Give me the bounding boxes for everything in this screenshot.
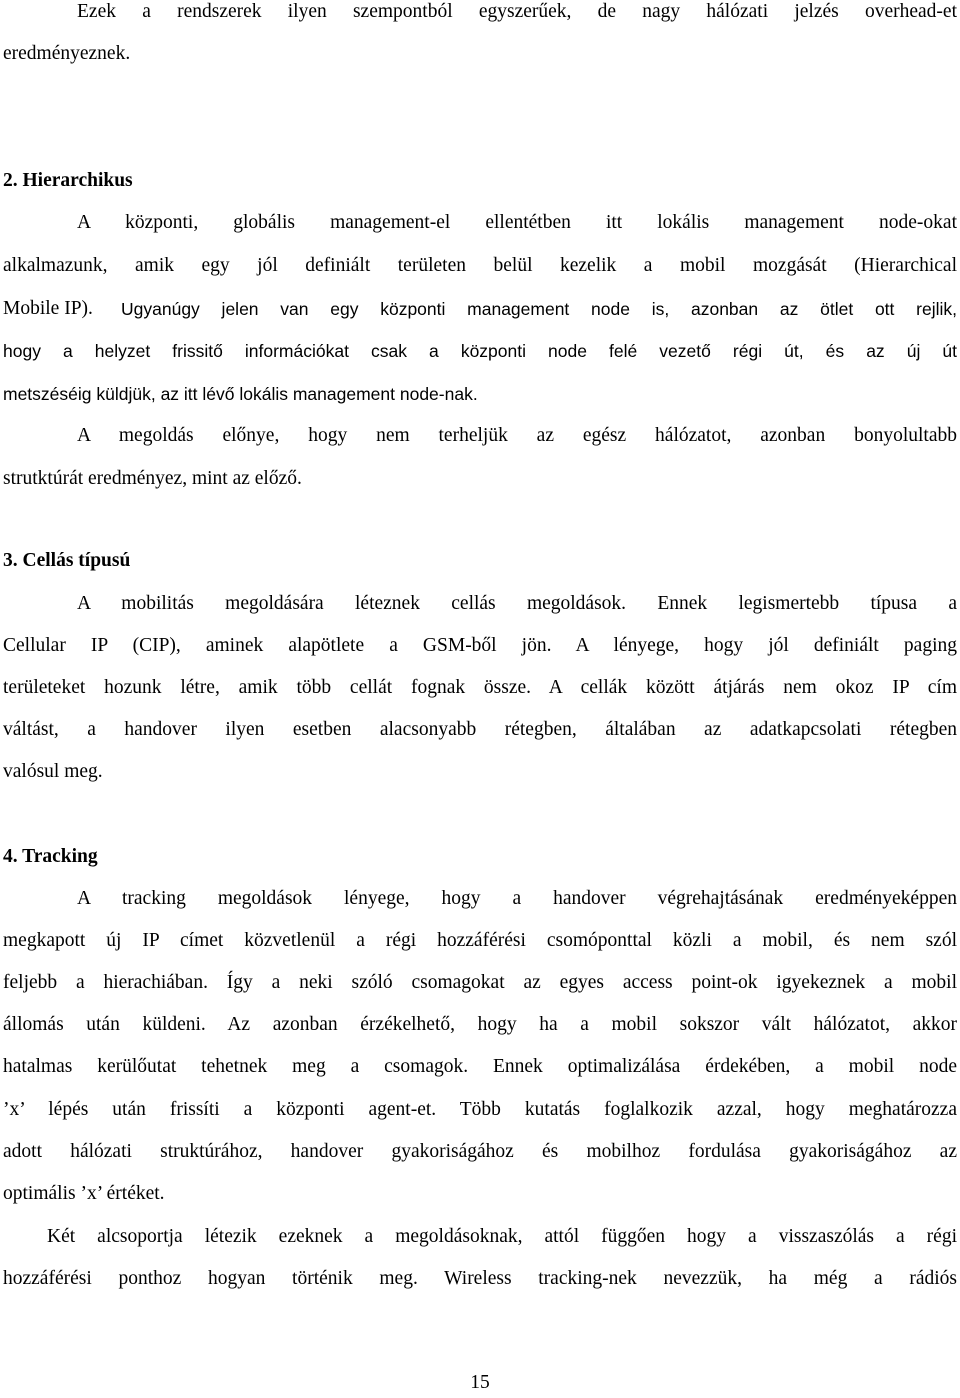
section-4-line-5: hatalmas kerülőutat tehetnek meg a csomagok. Ennek optimalizálása érdekében, a mobil node [3,1056,957,1077]
section-2-line-1: A központi, globális management-el ellentétben itt lokális management node-okat [77,212,957,233]
section-4-line-4: állomás után küldeni. Az azonban érzékelhető, hogy ha a mobil sokszor vált hálózatot, akkor [3,1014,957,1035]
section-3-line-2: Cellular IP (CIP), aminek alapötlete a GSM-ből jön. A lényege, hogy jól definiált paging [3,635,957,656]
section-2-line-5: metszéséig küldjük, az itt lévő lokális management node-nak. [3,384,478,404]
section-4-heading: 4. Tracking [3,846,98,867]
section-2-line-2: alkalmazunk, amik egy jól definiált területen belül kezelik a mobil mozgását (Hierarchical [3,255,957,276]
section-2-line-3-rest: Ugyanúgy jelen van egy központi management node is, azonban az ötlet ott rejlik, [121,299,957,319]
section-2-line-4: hogy a helyzet frissitő információkat csak a központi node felé vezető régi út, és az új út [3,341,957,361]
section-3-heading: 3. Cellás típusú [3,550,131,571]
section-3-line-4: váltást, a handover ilyen esetben alacsonyabb rétegben, általában az adatkapcsolati rétegben [3,719,957,740]
section-3-line-3: területeket hozunk létre, amik több cellát fognak össze. A cellák között átjárás nem okoz IP cím [3,677,957,698]
section-4-line-3: feljebb a hierachiában. Így a neki szóló csomagokat az egyes access point-ok igyekeznek a mobil [3,972,957,993]
section-4-para-2-line-2: hozzáférési ponthoz hogyan történik meg. Wireless tracking-nek nevezzük, ha még a rádiós [3,1268,957,1289]
section-4-line-6: ’x’ lépés után frissíti a központi agent-et. Több kutatás foglalkozik azzal, hogy meghatározza [3,1099,957,1120]
section-2-line-3 [3,294,957,324]
section-4-para-2-line-1: Két alcsoportja létezik ezeknek a megoldásoknak, attól függően hogy a visszaszólás a régi [47,1226,957,1247]
intro-line-1: Ezek a rendszerek ilyen szempontból egyszerűek, de nagy hálózati jelzés overhead-et [77,1,957,22]
section-4-line-2: megkapott új IP címet közvetlenül a régi hozzáférési csomóponttal közli a mobil, és nem szól [3,930,957,951]
section-4-line-1: A tracking megoldások lényege, hogy a handover végrehajtásának eredményeképpen [77,888,957,909]
page-number: 15 [470,1372,490,1393]
section-3-line-1: A mobilitás megoldására léteznek cellás megoldások. Ennek legismertebb típusa a [77,593,957,614]
section-2-line-3-start: Mobile IP). [3,298,93,319]
section-2-para-2-line-2: strutktúrát eredményez, mint az előző. [3,468,302,489]
section-3-line-5: valósul meg. [3,761,103,782]
section-4-line-8: optimális ’x’ értéket. [3,1183,165,1204]
section-2-heading: 2. Hierarchikus [3,170,133,191]
section-2-para-2-line-1: A megoldás előnye, hogy nem terheljük az egész hálózatot, azonban bonyolultabb [77,425,957,446]
section-4-line-7: adott hálózati struktúrához, handover gyakoriságához és mobilhoz fordulása gyakoriságához az [3,1141,957,1162]
intro-line-2: eredményeznek. [3,43,131,64]
